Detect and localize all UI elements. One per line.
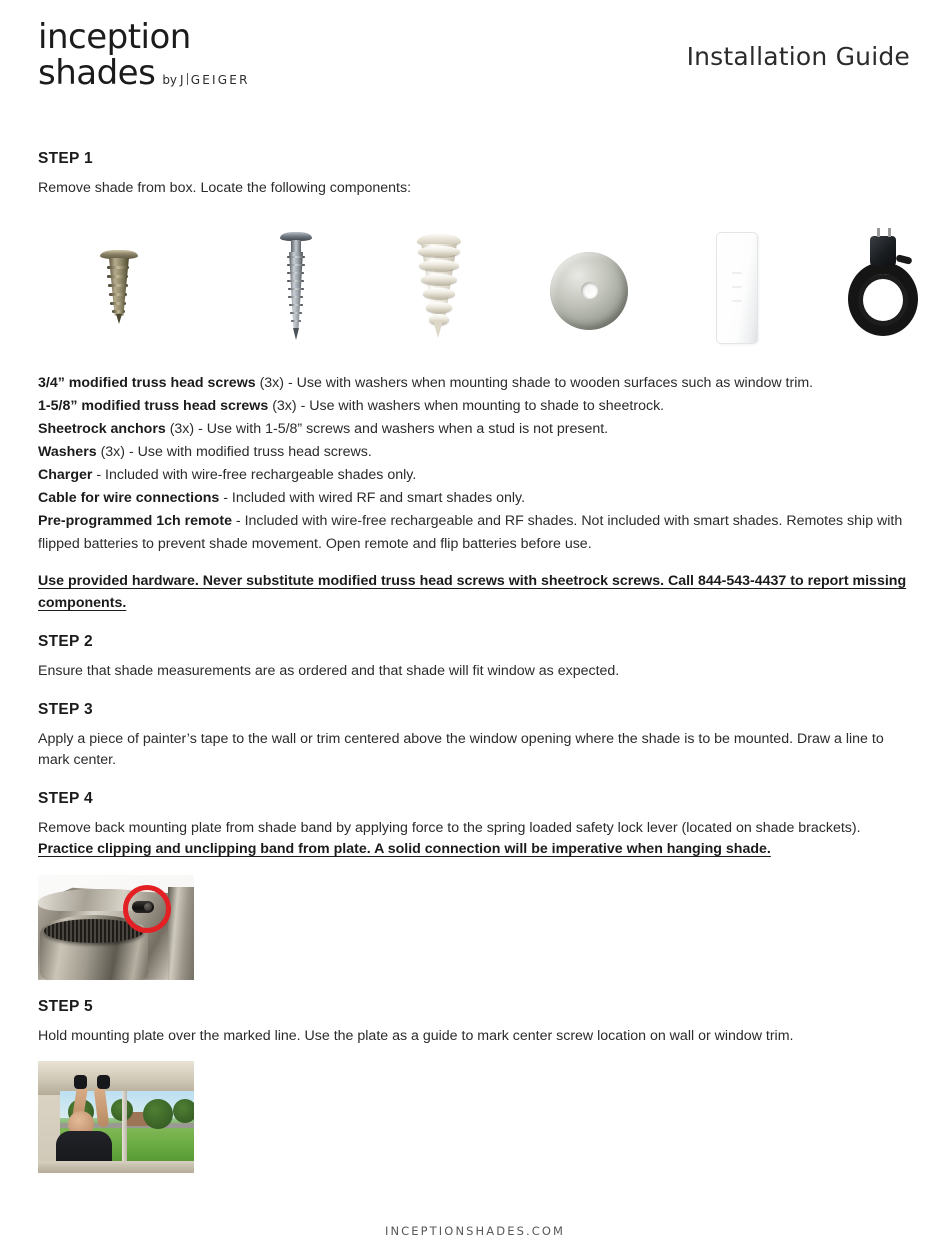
step-3-text: Apply a piece of painter’s tape to the wall or trim centered above the window opening where the shade is to be mounted. Draw a line to mark center. — [38, 730, 884, 769]
component-desc: (3x) - Use with 1-5/8” screws and washers when a stud is not present. — [165, 420, 609, 437]
components-list — [38, 372, 912, 556]
step-4-heading: STEP 4 — [38, 789, 93, 807]
anchor-fin — [418, 246, 460, 257]
logo-brand-geiger: GEIGER — [190, 73, 250, 87]
plug-prong — [888, 228, 891, 237]
component-label: 3/4” modified truss head screws — [38, 374, 256, 391]
window-sill — [38, 1161, 194, 1173]
list-item — [38, 395, 912, 418]
plate-right-edge — [168, 887, 194, 980]
component-label: Cable for wire connections — [38, 489, 220, 506]
remote-icon — [716, 232, 758, 344]
washer-icon — [550, 252, 628, 330]
screw-thread — [287, 272, 304, 274]
screw-thread — [289, 304, 303, 306]
washer-hole — [581, 282, 598, 299]
power-plug — [870, 236, 896, 266]
screw-thread — [107, 266, 129, 269]
component-label: 1-5/8” modified truss head screws — [38, 397, 269, 414]
logo-inception: inception — [38, 17, 191, 57]
silver-truss-head-screw-icon — [276, 232, 316, 344]
page-header — [0, 0, 950, 120]
main-content — [38, 150, 912, 1173]
screw-thread — [112, 310, 125, 313]
brand-logo — [38, 17, 250, 93]
step-1-heading: STEP 1 — [38, 150, 93, 167]
screw-thread — [109, 293, 127, 296]
screw-head — [100, 250, 138, 259]
components-image-strip — [38, 222, 912, 352]
anchor-fin — [426, 302, 452, 313]
step-4-text-emphasis: Practice clipping and unclipping band from plate. A solid connection will be imperative when hanging shade. — [38, 841, 771, 858]
component-desc: - Included with wired RF and smart shades only. — [219, 489, 526, 506]
component-label: Pre-programmed 1ch remote — [38, 512, 232, 529]
list-item — [38, 464, 912, 487]
screw-thread — [108, 284, 128, 287]
brass-truss-head-screw-icon — [98, 250, 140, 330]
list-item — [38, 441, 912, 464]
list-item — [38, 372, 912, 395]
step-2-heading: STEP 2 — [38, 633, 93, 651]
component-desc: (3x) - Use with modified truss head screws. — [96, 443, 372, 460]
screw-thread — [288, 296, 303, 298]
red-highlight-circle — [123, 885, 171, 933]
footer-website: INCEPTIONSHADES.COM — [384, 1224, 566, 1238]
screw-tip — [116, 314, 122, 324]
logo-divider-bar — [187, 73, 188, 85]
shade-bracket-lock-lever-photo — [38, 875, 194, 980]
remote-shell — [716, 232, 758, 344]
logo-brand-j: J — [180, 73, 186, 87]
step-5-heading: STEP 5 — [38, 997, 93, 1015]
remote-button — [732, 286, 742, 288]
screw-thread — [287, 256, 305, 258]
installer-right-glove — [97, 1075, 110, 1089]
step-3-heading: STEP 3 — [38, 700, 93, 718]
tree — [173, 1099, 194, 1123]
anchor-fin — [423, 288, 455, 299]
cable-lead — [895, 254, 912, 265]
component-label: Charger — [38, 466, 93, 483]
component-desc: (3x) - Use with washers when mounting to shade to sheetrock. — [268, 397, 665, 414]
screw-thread — [290, 312, 302, 314]
remote-button — [732, 300, 742, 302]
installer-left-glove — [74, 1075, 87, 1089]
plug-prong — [877, 228, 880, 237]
page-title: Installation Guide — [686, 42, 910, 71]
screw-thread — [287, 264, 305, 266]
screw-thread — [107, 275, 128, 278]
list-item — [38, 510, 912, 556]
logo-by-label: by — [162, 73, 178, 87]
screw-thread — [287, 280, 304, 282]
logo-shades: shades — [38, 53, 156, 93]
charger-cable-icon — [844, 228, 924, 346]
anchor-fin — [419, 260, 459, 271]
remote-button — [732, 272, 742, 274]
screw-thread — [110, 302, 126, 305]
step-4-text-plain: Remove back mounting plate from shade band by applying force to the spring loaded safety lock lever (located on shade brackets). — [38, 819, 861, 836]
screw-thread — [291, 320, 301, 322]
cable-coil-inner — [858, 274, 908, 326]
window-mullion — [122, 1091, 127, 1169]
component-label: Washers — [38, 443, 97, 460]
step-1-intro: Remove shade from box. Locate the following components: — [38, 180, 412, 196]
anchor-tip — [433, 320, 443, 338]
list-item — [38, 418, 912, 441]
step-5-text: Hold mounting plate over the marked line. Use the plate as a guide to mark center screw location on wall or window trim. — [38, 1027, 794, 1044]
screw-neck — [291, 240, 301, 254]
anchor-fin — [421, 274, 457, 285]
component-desc: - Included with wire-free rechargeable and RF shades. Not included with smart shades. Remotes ship with flipped batteries to prevent shade movement. Open remote and flip batteries before use. — [38, 512, 903, 552]
component-desc: (3x) - Use with washers when mounting shade to wooden surfaces such as window trim. — [255, 374, 814, 391]
component-desc: - Included with wire-free rechargeable shades only. — [92, 466, 417, 483]
screw-thread — [288, 288, 304, 290]
list-item — [38, 487, 912, 510]
window-header-board — [38, 1061, 194, 1095]
installer-marking-window-photo — [38, 1061, 194, 1173]
step-2-text: Ensure that shade measurements are as ordered and that shade will fit window as expected. — [38, 663, 620, 680]
step-4-text — [38, 818, 912, 861]
logo-jgeiger — [180, 73, 250, 86]
component-label: Sheetrock anchors — [38, 420, 166, 437]
hardware-notice: Use provided hardware. Never substitute modified truss head screws with sheetrock screws. Call 844-543-4437 to report missing components. — [38, 572, 907, 612]
logo-shades-row — [38, 53, 250, 93]
screw-tip — [293, 328, 299, 340]
sheetrock-anchor-icon — [416, 234, 462, 342]
